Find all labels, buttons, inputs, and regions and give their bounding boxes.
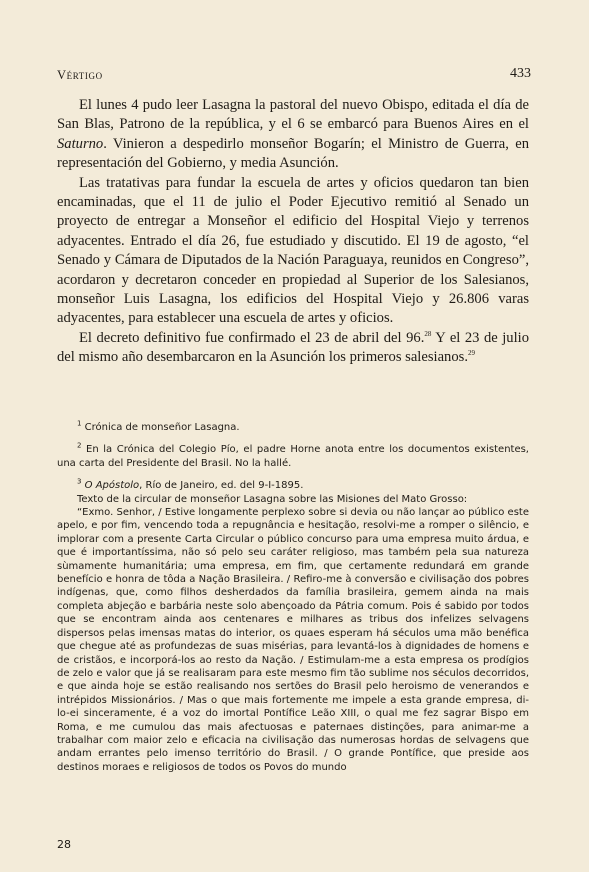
footnote-3-number: 3 [77, 477, 82, 486]
footnote-ref-28: 28 [424, 330, 432, 339]
footnote-3-quote: “Exmo. Senhor, / Estive longamente perplexo sobre si devia ou não lançar ao público este apelo, e por fim, vencendo toda a repugnância e hesitação, resolvi-me a romper o silêncio, e implorar com a presente Carta Circular o público concurso para uma empresa muito árdua, e que é importantíssima, não só pelo seu caráter religioso, mas também pela sua natureza sùmamente humanitária; uma empresa, em fim, que certamente redundará em grande benefício e honra de tôda a Nação Brasileira. / Refiro-me à conversão e civilisação dos pobres indígenas, que, como filhos desherdados da família brasileira, gemem ainda na mais completa abjeção e barbária neste solo abençoado da Pátria comum. Pois é sabido por todos que se encontram ainda aos centenares e milhares as tribus dos infelizes selvagens dispersos pelas imensas matas do interior, os quaes esperam há séculos uma mão benéfica que chegue até as profundezas de suas misérias, para levantá-los à dignidades de homens e de cristãos, e incorporá-los ao resto da Nação. / Estimulam-me a esta empresa os prodígios de zelo e valor que já se realisaram para este mesmo fim tão sublime nos séculos decorridos, e que ainda hoje se estão realisando nos sertões do Brasil pelo heroismo de venerandos e intrépidos Missionários. / Mas o que mais fortemente me impele a esta grande empresa, di-lo-ei sinceramente, é a voz do imortal Pontífice Leão XIII, o qual me fez sagrar Bispo em Roma, e me cumulou das mais afectuosas e paternaes distinções, para animar-me a trabalhar com maior zelo e eficacia na civilisação das numerosas hordas de selvagens que andam errantes pelo imenso território do Brasil. / O grande Pontífice, que preside aos destinos moraes e religiosos de todos os Povos do mundo [57, 507, 529, 773]
ship-name: Saturno [57, 135, 104, 152]
footnote-1-number: 1 [77, 419, 82, 428]
main-text [57, 96, 529, 368]
paragraph-1-text-a: El lunes 4 pudo leer Lasagna la pastoral del nuevo Obispo, editada el día de San Blas, Patrono de la república, y el 6 se embarcó para Buenos Aires en el [57, 97, 529, 133]
footnote-2 [57, 443, 529, 470]
paragraph-3 [57, 329, 529, 368]
footnote-1 [57, 421, 529, 434]
paragraph-2: Las tratativas para fundar la escuela de artes y oficios quedaron tan bien encaminadas, que el 11 de julio el Poder Ejecutivo remitió al Senado un proyecto de entregar a Monseñor el edificio del Hospital Viejo y terrenos adyacentes. Entrado el día 26, fue estudiado y discutido. El 19 de agosto, “el Senado y Cámara de Diputados de la Nación Paraguaya, reunidos en Congreso”, acordaron y decretaron conceder en propiedad al Superior de los Salesianos, monseñor Luis Lasagna, los edificios del Hospital Viejo y 26.806 varas adyacentes, para establecer una escuela de artes y oficios. [57, 174, 529, 327]
page-number: 433 [510, 66, 531, 81]
paragraph-1 [57, 96, 529, 174]
footnote-ref-29: 29 [467, 349, 475, 358]
signature-mark: 28 [57, 838, 71, 851]
footnote-3-source-title: O Apóstolo [81, 480, 140, 492]
paragraph-3-text-a: El decreto definitivo fue confirmado el 23 de abril del 96. [79, 329, 425, 346]
paragraph-3-text-b: Y el 23 de julio del mismo año desembarcaron en la Asunción los primeros salesianos. [57, 329, 529, 366]
footnote-2-text: En la Crónica del Colegio Pío, el padre Horne anota entre los documentos existentes, una carta del Presidente del Brasil. No la hallé. [57, 444, 529, 469]
footnote-1-text: Crónica de monseñor Lasagna. [81, 422, 240, 433]
running-title: Vértigo [57, 68, 103, 82]
footnote-3 [57, 479, 529, 492]
footnote-2-number: 2 [77, 442, 82, 451]
paragraph-1-text-b: . Vinieron a despedirlo monseñor Bogarín; el Ministro de Guerra, en representación del Gobierno, y media Asunción. [57, 135, 529, 172]
footnote-3-source-rest: , Río de Janeiro, ed. del 9-I-1895. [139, 480, 304, 492]
footnotes [57, 421, 529, 774]
footnote-3-intro: Texto de la circular de monseñor Lasagna sobre las Misiones del Mato Grosso: [77, 493, 468, 505]
